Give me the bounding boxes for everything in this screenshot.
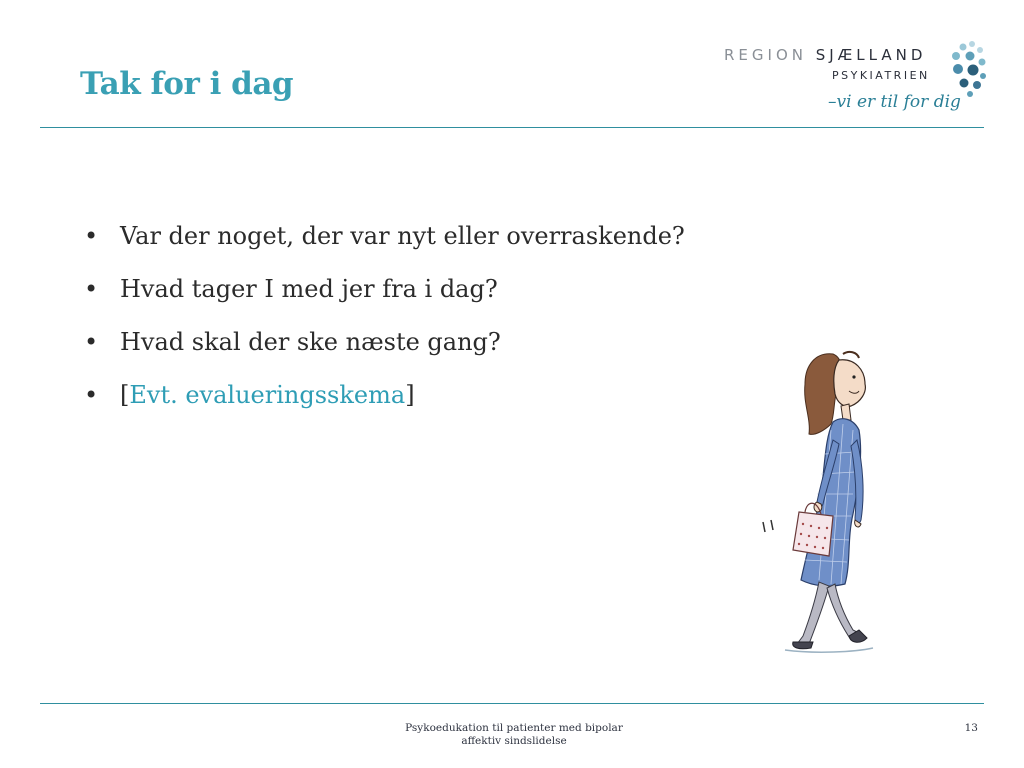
page-number: 13 (964, 722, 978, 734)
bullet-list (84, 212, 685, 424)
header-divider (40, 127, 984, 128)
bullet-symbol: • (84, 328, 99, 356)
bullet-bracket-open: [ (120, 381, 130, 409)
logo-dots-icon (946, 38, 986, 98)
footer-title: Psykoedukation til patienter med bipolar affektiv sindslidelse (405, 722, 623, 747)
logo-region-strong: SJÆLLAND (815, 46, 927, 64)
evaluation-form-link[interactable]: Evt. evalueringsskema (129, 381, 406, 409)
logo-region-text (724, 46, 926, 64)
logo-region-light: REGION (724, 46, 816, 64)
bullet-text: Var der noget, der var nyt eller overraskende? (120, 222, 685, 250)
bullet-item (84, 371, 685, 424)
bullet-text: Hvad tager I med jer fra i dag? (120, 275, 498, 303)
bullet-bracket-close: ] (405, 381, 415, 409)
walking-woman-illustration (755, 344, 895, 656)
bullet-text: Hvad skal der ske næste gang? (120, 328, 501, 356)
bullet-item (84, 212, 685, 265)
bullet-symbol: • (84, 222, 99, 250)
bullet-item (84, 265, 685, 318)
logo-tagline: –vi er til for dig (828, 92, 961, 112)
bullet-item (84, 318, 685, 371)
logo-subtitle: PSYKIATRIEN (832, 69, 930, 82)
bullet-symbol: • (84, 381, 99, 409)
footer-divider (40, 703, 984, 704)
region-sjaelland-logo (720, 38, 990, 130)
slide-title: Tak for i dag (80, 66, 294, 102)
bullet-symbol: • (84, 275, 99, 303)
